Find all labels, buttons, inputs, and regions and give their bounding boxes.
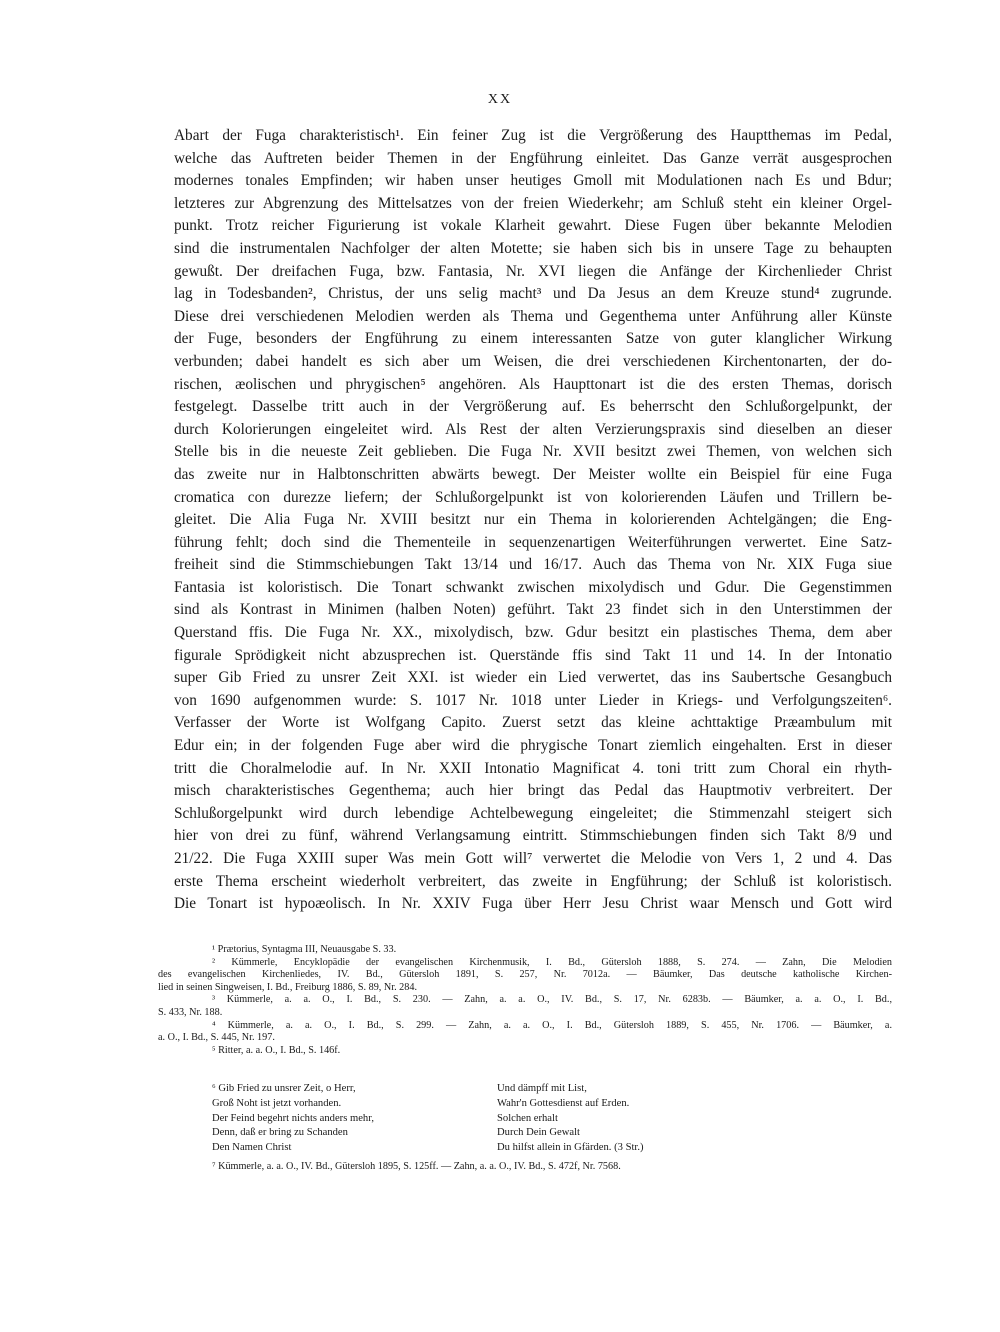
footnote-line: ⁴ Kümmerle, a. a. O., I. Bd., S. 299. — Zahn, a. a. O., I. Bd., Gütersloh 1889, S. 455, Nr. 1706. — Bäumker, a. (212, 1019, 892, 1031)
body-line: von 1690 aufgenommen wurde: S. 1017 Nr. 1018 unter Lieder in Kriegs- und Verfolgungszeiten⁶. (174, 691, 892, 709)
body-line: punkt. Trotz reicher Figurierung ist vokale Klarheit gewahrt. Diese Fugen über bekannte Melodien (174, 217, 892, 235)
body-line: sind die instrumentalen Nachfolger der alten Motette; sie haben sich bis in unsere Tage zu behaupten (174, 239, 892, 257)
body-line: figurale Sprödigkeit nicht abzusprechen ist. Querstände ffis sind Takt 11 und 14. In der Intonatio (174, 646, 892, 664)
body-line: freiheit sind die Stimmschiebungen Takt 13/14 und 16/17. Auch das Thema von Nr. XIX Fuga siue (174, 556, 892, 574)
body-line: letzteres zur Abgrenzung des Mittelsatzes von der freien Wiederkehr; am Schluß steht ein kleiner Orgel- (174, 194, 892, 212)
body-line: Schlußorgelpunkt wird durch lebendige Achtelbewegung eingeleitet; die Stimmenzahl steigert sich (174, 804, 892, 822)
body-line: super Gib Fried zu unsrer Zeit XXI. ist wieder ein Lied verwertet, das ins Saubertsche Gesangbuch (174, 669, 892, 687)
body-line: Diese drei verschiedenen Melodien werden als Thema und Gegenthema unter Anführung aller Künste (174, 307, 892, 325)
footnote-6-poem (212, 1082, 732, 1158)
body-line: modernes tonales Empfinden; wir haben unser heutiges Gmoll mit Modulationen nach Es und Bdur; (174, 172, 892, 190)
body-line: Verfasser der Worte ist Wolfgang Capito. Zuerst setzt das kleine achttaktige Præambulum mit (174, 714, 892, 732)
body-line: Querstand ffis. Die Fuga Nr. XX., mixolydisch, bzw. Gdur besitzt ein plastisches Thema, dem aber (174, 624, 892, 642)
body-line: sind als Kontrast in Minimen (halben Noten) geführt. Takt 23 findet sich in den Unterstimmen der (174, 601, 892, 619)
body-line: Abart der Fuga charakteristisch¹. Ein feiner Zug ist die Vergrößerung des Hauptthemas im Pedal, (174, 127, 892, 144)
body-line: rischen, æolischen und phrygischen⁵ angehören. Als Haupttonart ist die des ersten Themas, dorisch (174, 375, 892, 393)
footnote-line: S. 433, Nr. 188. (158, 1006, 223, 1018)
page-number: XX (487, 92, 513, 107)
footnote-line: ³ Kümmerle, a. a. O., I. Bd., S. 230. — Zahn, a. a. O., IV. Bd., S. 17, Nr. 6283b. — Bäumker, a. a. O., I. Bd., (212, 994, 892, 1006)
poem-line: Den Namen Christ (212, 1142, 292, 1154)
body-line: Die Tonart ist hypoæolisch. In Nr. XXIV Fuga über Herr Jesu Christ waar Mensch und Gott wird (174, 895, 892, 913)
footnotes (158, 944, 892, 1057)
footnote-line: ¹ Prætorius, Syntagma III, Neuausgabe S. 33. (212, 944, 397, 955)
body-text (174, 125, 892, 916)
body-line: welche das Auftreten beider Themen in der Engführung einleitet. Das Ganze verrät ausgesprochen (174, 149, 892, 167)
body-line: Stelle bis in die neueste Zeit geblieben. Die Fuga Nr. XVII besitzt zwei Themen, von welchen sich (174, 443, 892, 461)
body-line: führung fehlt; doch sind die Thementeile in sequenzenartigen Weiterführungen verwertet. Eine Satz- (174, 533, 892, 551)
footnote-line: ² Kümmerle, Encyklopädie der evangelischen Kirchenmusik, I. Bd., Gütersloh 1888, S. 274. — Zahn, Die Melodien (212, 956, 892, 968)
body-line: hier von drei zu fünf, während Verlangsamung eintritt. Stimmschiebungen finden sich Takt 8/9 und (174, 827, 892, 845)
poem-line: Denn, daß er bring zu Schanden (212, 1127, 348, 1139)
body-line: durch Kolorierungen eingeleitet wird. Als Rest der alten Verzierungspraxis sind dieselben an dieser (174, 420, 892, 438)
poem-line: Du hilfst allein in Gfärden. (3 Str.) (497, 1142, 644, 1154)
footnote-7: ⁷ Kümmerle, a. a. O., IV. Bd., Gütersloh 1895, S. 125ff. — Zahn, a. a. O., IV. Bd., S. 472f, Nr. 7568. (212, 1161, 621, 1172)
poem-line: Wahr'n Gottesdienst auf Erden. (497, 1097, 630, 1109)
body-line: erste Thema erscheint wiederholt verbreitert, das zweite in Engführung; der Schluß ist koloristisch. (174, 872, 892, 890)
body-line: 21/22. Die Fuga XXIII super Was mein Gott will⁷ verwertet die Melodie von Vers 1, 2 und 4. Das (174, 850, 892, 867)
body-line: misch charakteristisches Gegenthema; auch hier bringt das Pedal das Hauptmotiv verbreitert. Der (174, 782, 892, 800)
body-line: der Fuge, besonders der Engführung zu einem interessanten Satze von guter klanglicher Wirkung (174, 330, 892, 348)
body-line: festgelegt. Dasselbe tritt auch in der Vergrößerung auf. Es beherrscht den Schlußorgelpunkt, der (174, 398, 892, 416)
body-line: Fantasia ist koloristisch. Die Tonart schwankt zwischen mixolydisch und Gdur. Die Gegenstimmen (174, 578, 892, 596)
poem-line: ⁶ Gib Fried zu unsrer Zeit, o Herr, (212, 1083, 356, 1094)
poem-column-right (497, 1082, 644, 1156)
poem-line: Solchen erhalt (497, 1112, 558, 1124)
poem-line: Groß Noht ist jetzt vorhanden. (212, 1097, 342, 1109)
footnote-line: lied in seinen Singweisen, I. Bd., Freiburg 1886, S. 89, Nr. 284. (158, 981, 418, 993)
poem-line: Der Feind begehrt nichts anders mehr, (212, 1112, 374, 1124)
body-line: das zweite nur in Halbtonschritten abwärts bewegt. Der Meister wollte ein Beispiel für eine Fuga (174, 465, 892, 483)
body-line: gleitet. Die Alia Fuga Nr. XVIII besitzt nur ein Thema in kolorierenden Achtelgängen; die Eng- (174, 511, 892, 529)
poem-line: Und dämpff mit List, (497, 1083, 587, 1094)
body-line: verbunden; dabei handelt es sich aber um Weisen, die drei verschiedenen Kirchentonarten, der do- (174, 352, 892, 370)
poem-line: Durch Dein Gewalt (497, 1127, 580, 1139)
body-line: Edur ein; in der folgenden Fuge aber wird die phrygische Tonart ziemlich eingehalten. Erst in dieser (174, 737, 892, 755)
body-line: lag in Todesbanden², Christus, der uns selig macht³ und Da Jesus an dem Kreuze stund⁴ zugrunde. (174, 285, 892, 303)
footnote-line: a. O., I. Bd., S. 445, Nr. 197. (158, 1032, 275, 1044)
body-line: cromatica con durezze liefern; der Schlußorgelpunkt ist von kolorierenden Läufen und Trillern be- (174, 488, 892, 506)
footnote-line: ⁵ Ritter, a. a. O., I. Bd., S. 146f. (212, 1044, 341, 1056)
poem-column-left (212, 1082, 374, 1156)
footnote-line: des evangelischen Kirchenliedes, IV. Bd., Gütersloh 1891, S. 257, Nr. 7012a. — Bäumker, Das deutsche katholische Kirchen- (158, 969, 892, 981)
body-line: gewußt. Der dreifachen Fuga, bzw. Fantasia, Nr. XVI liegen die Anfänge der Kirchenlieder Christ (174, 262, 892, 280)
body-line: tritt die Choralmelodie auf. In Nr. XXII Intonatio Magnificat 4. toni tritt zum Choral ein rhyth- (174, 759, 892, 777)
